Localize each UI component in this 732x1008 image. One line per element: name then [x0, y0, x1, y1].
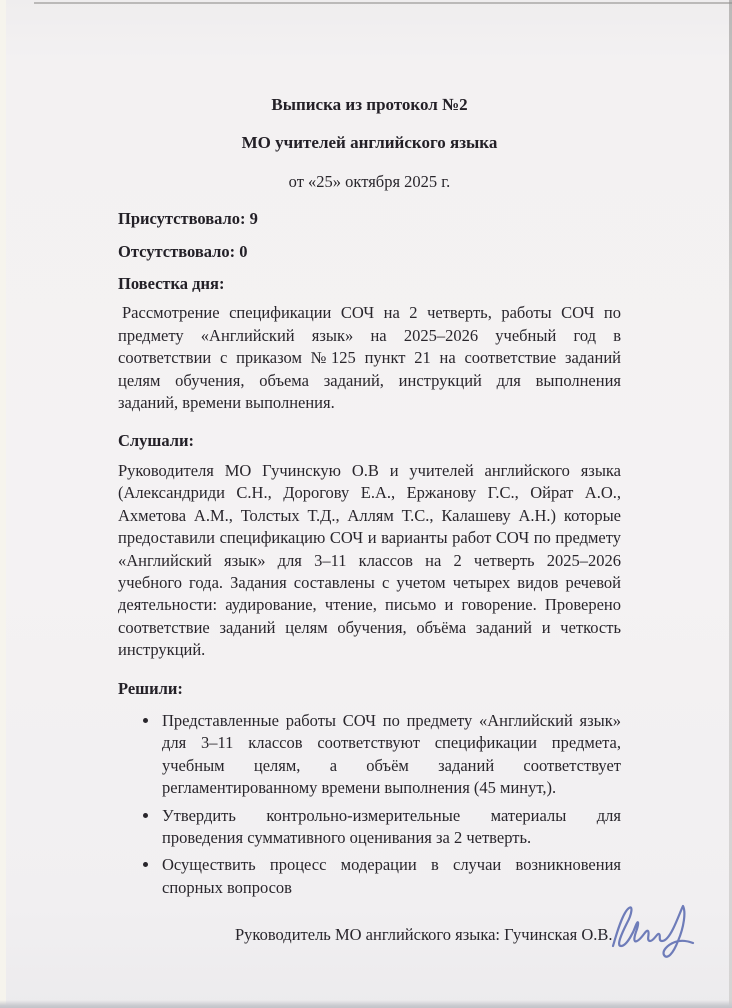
- list-item: • Осуществить процесс модерации в случаи возникновения спорных вопросов: [160, 854, 621, 899]
- signature-block: [118, 924, 621, 946]
- absent-count-line: Отсутствовало: 0: [118, 241, 248, 261]
- heard-paragraph: Руководителя МО Гучинскую О.В и учителей английского языка (Александриди С.Н., Дорогову Е.А., Ержанову Г.С., Ойрат А.О., Ахметова А.М., Толстых Т.Д., Аллям Т.С., Калашеву А.Н.) которые предоставили спецификацию СОЧ и варианты работ СОЧ по предмету «Английский язык» для 3–11 классов на 2 четверть 2025–2026 учебного года. Задания составлены с учетом четырех видов речевой деятельности: аудирование, чтение, письмо и говорение. Проверено соответствие заданий целям обучения, объёма заданий и четкость инструкций.: [118, 460, 621, 660]
- signature-caption: Руководитель МО английского языка: Гучинская О.В.: [235, 925, 613, 945]
- document-body: [118, 94, 621, 947]
- agenda-heading: Повестка дня:: [118, 274, 225, 294]
- decided-heading: Решили:: [118, 678, 183, 698]
- list-item: • Утвердить контрольно-измерительные материалы для проведения суммативного оценивания за 2 четверть.: [160, 805, 621, 850]
- scan-edge-bottom: [0, 1000, 732, 1008]
- list-item: • Представленные работы СОЧ по предмету «Английский язык» для 3–11 классов соответствуют спецификации предмета, учебным целям, а объём заданий соответствует регламентированному времени выполнения (45 минут,).: [160, 710, 621, 800]
- scan-edge-left: [0, 0, 6, 1008]
- present-count-line: Присутствовало: 9: [118, 209, 258, 229]
- document-title-line2: МО учителей английского языка: [241, 133, 498, 153]
- scan-edge-top: [34, 2, 732, 4]
- heard-heading: Слушали:: [118, 431, 195, 451]
- agenda-paragraph: Рассмотрение спецификации СОЧ на 2 четверть, работы СОЧ по предмету «Английский язык» на 2025–2026 учебный год в соответствии с приказом №125 пункт 21 на соответствие заданий целям обучения, объема заданий, инструкций для выполнения заданий, времени выполнения.: [118, 303, 621, 413]
- document-date: от «25» октября 2025 г.: [288, 171, 451, 191]
- handwritten-signature-icon: [607, 900, 707, 964]
- document-title-line1: Выписка из протокол №2: [271, 95, 468, 114]
- decision-list: [118, 710, 621, 899]
